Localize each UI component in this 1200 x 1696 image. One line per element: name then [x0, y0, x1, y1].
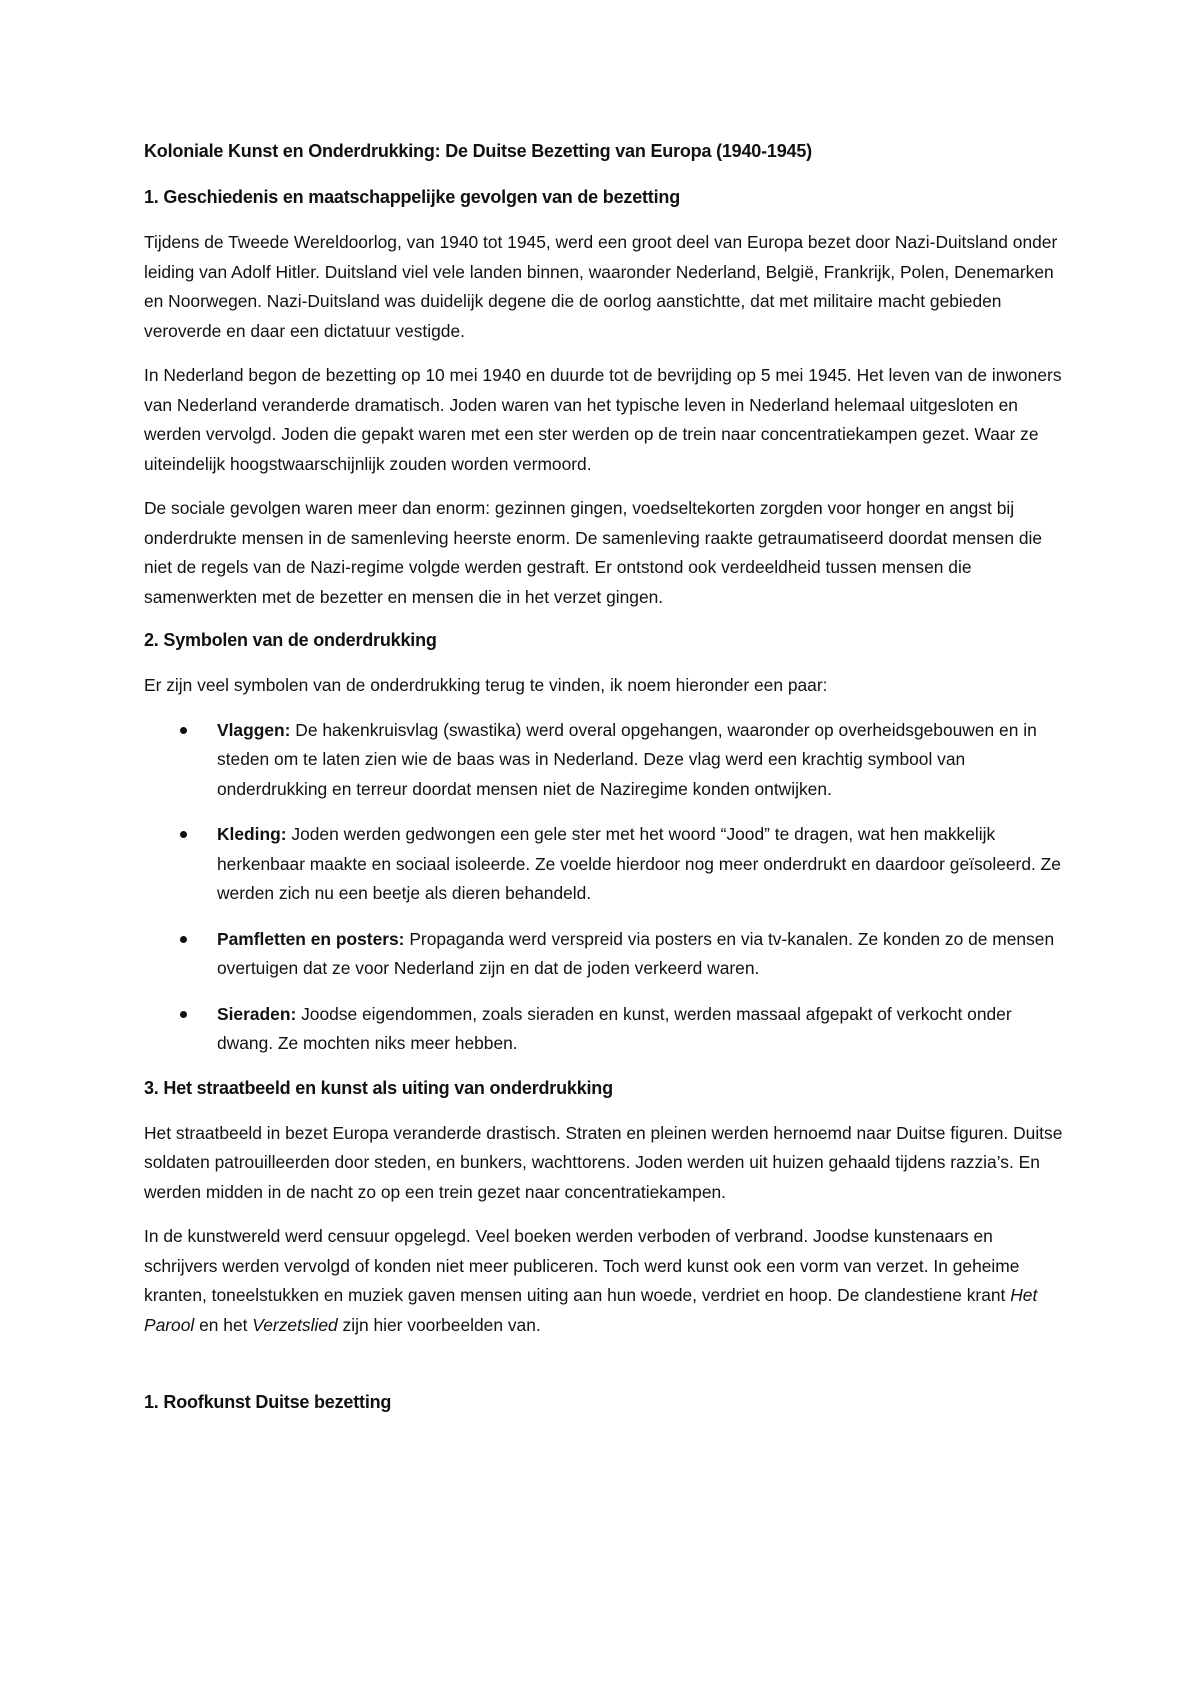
- list-item-text: Joodse eigendommen, zoals sieraden en kunst, werden massaal afgepakt of verkocht onder dwang. Ze mochten niks meer hebben.: [217, 1003, 1012, 1053]
- symbols-list: [144, 716, 1064, 1059]
- paragraph-streetscape: Het straatbeeld in bezet Europa veranderde drastisch. Straten en pleinen werden hernoemd naar Duitse figuren. Duitse soldaten patrouilleerden door steden, en bunkers, wachttorens. Joden werden uit huizen gehaald tijdens razzia’s. En werden midden in de nacht zo op een trein gezet naar concentratiekampen.: [144, 1122, 1063, 1202]
- paragraph-social-consequences: De sociale gevolgen waren meer dan enorm: gezinnen gingen, voedseltekorten zorgden voor honger en angst bij onderdrukte mensen in de samenleving heerste enorm. De samenleving raakte getraumatiseerd doordat mensen die niet de regels van de Nazi-regime volgde werden gestraft. Er ontstond ook verdeeldheid tussen mensen die samenwerkten met de bezetter en mensen die in het verzet gingen.: [144, 498, 1043, 607]
- list-item-text: De hakenkruisvlag (swastika) werd overal opgehangen, waaronder op overheidsgebouwen en in steden om te laten zien wie de baas was in Nederland. Deze vlag werd een krachtig symbool van onderdrukking en terreur doordat mensen niet de Naziregime konden ontwijken.: [217, 719, 1037, 799]
- document-title: Koloniale Kunst en Onderdrukking: De Duitse Bezetting van Europa (1940-1945): [144, 141, 812, 161]
- document-page: [144, 138, 1064, 1433]
- paragraph-art-text-2: en het: [194, 1314, 253, 1335]
- section-heading-looted-art: 1. Roofkunst Duitse bezetting: [144, 1392, 392, 1412]
- bullet-icon: [180, 727, 187, 734]
- list-item-text: Propaganda werd verspreid via posters en via tv-kanalen. Ze konden zo de mensen overtuigen dat ze voor Nederland zijn en dat de joden verkeerd waren.: [217, 928, 1055, 978]
- section-heading-streetscape: 3. Het straatbeeld en kunst als uiting van onderdrukking: [144, 1077, 613, 1098]
- list-item-term: Vlaggen:: [217, 719, 291, 740]
- bullet-icon: [180, 936, 187, 943]
- bullet-icon: [180, 1011, 187, 1018]
- list-item-text: Joden werden gedwongen een gele ster met het woord “Jood” te dragen, wat hen makkelijk herkenbaar maakte en sociaal isoleerde. Ze voelde hierdoor nog meer onderdrukt en daardoor geïsoleerd. Ze werden zich nu een beetje als dieren behandeld.: [217, 824, 1061, 903]
- section-heading-symbols: 2. Symbolen van de onderdrukking: [144, 630, 437, 650]
- list-item: [217, 1000, 1064, 1059]
- list-item-term: Sieraden:: [217, 1003, 297, 1024]
- list-item: [217, 716, 1064, 805]
- song-title: Verzetslied: [252, 1314, 338, 1335]
- paragraph-art-text-1: In de kunstwereld werd censuur opgelegd. Veel boeken werden verboden of verbrand. Joodse kunstenaars en schrijvers werden vervolgd of konden niet meer publiceren. Toch werd kunst ook een vorm van verzet. In geheime kranten, toneelstukken en muziek gaven mensen uiting aan hun woede, verdriet en hoop. De clandestiene krant: [144, 1226, 1020, 1305]
- paragraph-occupation-overview: Tijdens de Tweede Wereldoorlog, van 1940 tot 1945, werd een groot deel van Europa bezet door Nazi-Duitsland onder leiding van Adolf Hitler. Duitsland viel vele landen binnen, waaronder Nederland, België, Frankrijk, Polen, Denemarken en Noorwegen. Nazi-Duitsland was duidelijk degene die de oorlog aanstichtte, dat met militaire macht gebieden veroverde en daar een dictatuur vestigde.: [144, 232, 1058, 341]
- paragraph-symbols-intro: Er zijn veel symbolen van de onderdrukking terug te vinden, ik noem hieronder een paar:: [144, 675, 828, 695]
- section-heading-history: 1. Geschiedenis en maatschappelijke gevolgen van de bezetting: [144, 187, 680, 207]
- newspaper-title: Het Parool: [144, 1285, 1038, 1335]
- paragraph-netherlands-occupation: In Nederland begon de bezetting op 10 mei 1940 en duurde tot de bevrijding op 5 mei 1945. Het leven van de inwoners van Nederland veranderde dramatisch. Joden waren van het typische leven in Nederland helemaal uitgesloten en werden vervolgd. Joden die gepakt waren met een ster werden op de trein naar concentratiekampen gezet. Waar ze uiteindelijk hoogstwaarschijnlijk zouden worden vermoord.: [144, 365, 1062, 474]
- blank-line: [144, 1355, 1064, 1389]
- paragraph-art-text-3: zijn hier voorbeelden van.: [337, 1314, 541, 1335]
- paragraph-art-world: [144, 1222, 1064, 1340]
- list-item-term: Pamfletten en posters:: [217, 928, 405, 949]
- list-item: [217, 820, 1064, 909]
- list-item: [217, 925, 1064, 984]
- bullet-icon: [180, 831, 187, 838]
- list-item-term: Kleding:: [217, 824, 287, 844]
